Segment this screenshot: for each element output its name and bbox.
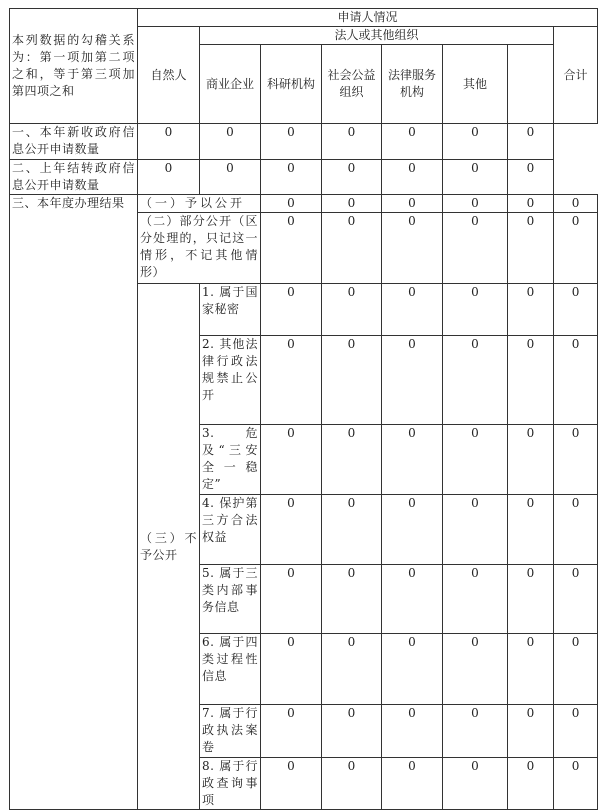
new-requests-commercial: 0	[200, 124, 261, 160]
reason-value: 0	[382, 284, 443, 336]
reason-value: 0	[322, 284, 382, 336]
results-label: 三、本年度办理结果	[10, 195, 138, 810]
carried-over-research: 0	[261, 160, 322, 195]
reason-value: 0	[322, 495, 382, 565]
reason-value: 0	[508, 495, 554, 565]
new-requests-label: 一、本年新收政府信息公开申请数量	[10, 124, 138, 160]
social-header: 社会公益组织	[322, 45, 382, 124]
partial-other: 0	[443, 213, 508, 284]
reason-value: 0	[554, 565, 598, 634]
reason-value: 0	[443, 634, 508, 705]
partial-extra: 0	[554, 213, 598, 284]
reason-value: 0	[261, 425, 322, 495]
partial-legal-service: 0	[382, 213, 443, 284]
reason-label: 2. 其他法律行政法规禁止公开	[200, 336, 261, 425]
new-requests-research: 0	[261, 124, 322, 160]
reason-label: 6. 属于四类过程性信息	[200, 634, 261, 705]
header-row-1	[10, 9, 598, 27]
carried-over-natural: 0	[138, 160, 200, 195]
partial-label: （二）部分公开（区分处理的，只记这一情形，不记其他情形）	[138, 213, 261, 284]
reason-label: 1. 属于国家秘密	[200, 284, 261, 336]
reason-label: 3. 危及“三安全一稳定”	[200, 425, 261, 495]
reason-value: 0	[554, 705, 598, 758]
reason-value: 0	[382, 425, 443, 495]
reason-value: 0	[322, 565, 382, 634]
reason-label: 5. 属于三类内部事务信息	[200, 565, 261, 634]
reason-value: 0	[508, 565, 554, 634]
reason-value: 0	[508, 336, 554, 425]
applicant-group-header: 申请人情况	[138, 9, 598, 27]
reason-value: 0	[508, 705, 554, 758]
reason-value: 0	[443, 284, 508, 336]
disclosure-statistics-table	[9, 8, 598, 810]
reason-value: 0	[443, 425, 508, 495]
reason-value: 0	[261, 336, 322, 425]
legal-group-header: 法人或其他组织	[200, 27, 554, 45]
reason-value: 0	[261, 705, 322, 758]
reason-value: 0	[322, 705, 382, 758]
reason-value: 0	[382, 495, 443, 565]
reason-value: 0	[382, 758, 443, 810]
reason-value: 0	[261, 634, 322, 705]
partial-total: 0	[508, 213, 554, 284]
reason-value: 0	[554, 634, 598, 705]
reason-value: 0	[322, 758, 382, 810]
new-requests-row	[10, 124, 598, 160]
reason-value: 0	[261, 495, 322, 565]
granted-social: 0	[322, 195, 382, 213]
granted-label: （一）予以公开	[138, 195, 261, 213]
granted-legal-service: 0	[382, 195, 443, 213]
carried-over-legal-service: 0	[382, 160, 443, 195]
total-header: 合计	[554, 27, 598, 124]
reason-value: 0	[382, 634, 443, 705]
not-disclosed-label: （三）不予公开	[138, 284, 200, 810]
row-header-label: 本列数据的勾稽关系为：第一项加第二项之和，等于第三项加第四项之和	[10, 9, 138, 124]
reason-value: 0	[443, 336, 508, 425]
granted-extra: 0	[554, 195, 598, 213]
new-requests-other: 0	[443, 124, 508, 160]
reason-value: 0	[508, 284, 554, 336]
legal-service-header: 法律服务机构	[382, 45, 443, 124]
other-header: 其他	[443, 45, 508, 124]
carried-over-label: 二、上年结转政府信息公开申请数量	[10, 160, 138, 195]
carried-over-total: 0	[508, 160, 554, 195]
reason-value: 0	[554, 425, 598, 495]
reason-value: 0	[382, 565, 443, 634]
reason-value: 0	[322, 634, 382, 705]
reason-value: 0	[443, 705, 508, 758]
partial-research: 0	[261, 213, 322, 284]
new-requests-legal-service: 0	[382, 124, 443, 160]
reason-value: 0	[261, 565, 322, 634]
new-requests-total: 0	[508, 124, 554, 160]
reason-value: 0	[554, 758, 598, 810]
reason-value: 0	[443, 758, 508, 810]
granted-total: 0	[508, 195, 554, 213]
granted-other: 0	[443, 195, 508, 213]
reason-value: 0	[322, 336, 382, 425]
reason-value: 0	[554, 284, 598, 336]
reason-value: 0	[382, 336, 443, 425]
reason-value: 0	[508, 634, 554, 705]
reason-value: 0	[554, 336, 598, 425]
granted-research: 0	[261, 195, 322, 213]
carried-over-other: 0	[443, 160, 508, 195]
carried-over-social: 0	[322, 160, 382, 195]
reason-label: 8. 属于行政查询事项	[200, 758, 261, 810]
disclosure-table-container	[9, 8, 598, 810]
reason-label: 4. 保护第三方合法权益	[200, 495, 261, 565]
natural-person-header: 自然人	[138, 27, 200, 124]
carried-over-row	[10, 160, 598, 195]
reason-value: 0	[261, 758, 322, 810]
reason-value: 0	[508, 425, 554, 495]
reason-value: 0	[508, 758, 554, 810]
commercial-header: 商业企业	[200, 45, 261, 124]
reason-value: 0	[261, 284, 322, 336]
reason-value: 0	[443, 495, 508, 565]
granted-row	[10, 195, 598, 213]
reason-value: 0	[382, 705, 443, 758]
partial-social: 0	[322, 213, 382, 284]
carried-over-commercial: 0	[200, 160, 261, 195]
reason-value: 0	[554, 495, 598, 565]
reason-label: 7. 属于行政执法案卷	[200, 705, 261, 758]
new-requests-natural: 0	[138, 124, 200, 160]
new-requests-social: 0	[322, 124, 382, 160]
reason-value: 0	[443, 565, 508, 634]
reason-value: 0	[322, 425, 382, 495]
research-header: 科研机构	[261, 45, 322, 124]
